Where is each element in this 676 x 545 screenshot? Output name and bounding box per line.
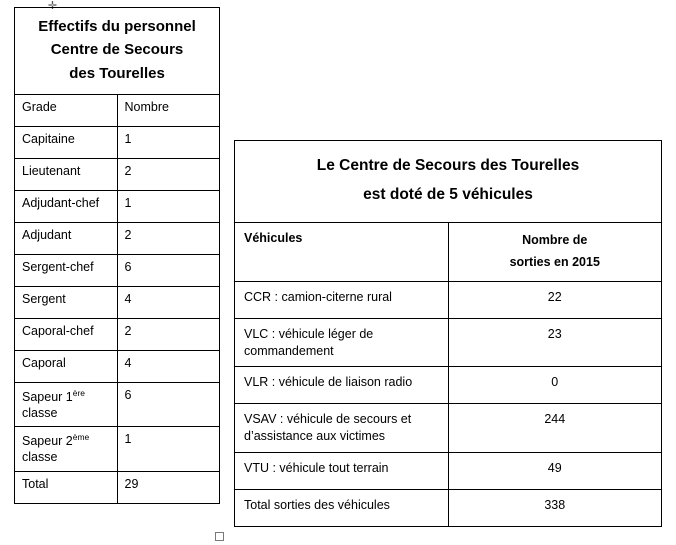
table-row (15, 286, 220, 318)
table-resize-handle[interactable] (215, 532, 224, 541)
personnel-title-row (15, 8, 220, 95)
personnel-nombre-cell: 4 (117, 286, 220, 318)
vehicles-header-count (448, 222, 662, 281)
table-row (235, 404, 662, 453)
vehicle-name-cell: VLC : véhicule léger de commandement (235, 318, 449, 367)
personnel-nombre-cell: 6 (117, 382, 220, 426)
personnel-nombre-cell: 29 (117, 471, 220, 503)
personnel-title-line-1: Effectifs du personnel (38, 18, 196, 35)
table-row-total (15, 471, 220, 503)
personnel-header-nombre: Nombre (117, 94, 220, 126)
personnel-nombre-cell: 4 (117, 350, 220, 382)
vehicle-count-cell: 22 (448, 281, 662, 318)
vehicle-name-cell: Total sorties des véhicules (235, 490, 449, 527)
personnel-grade-cell (15, 427, 118, 471)
personnel-nombre-cell: 1 (117, 190, 220, 222)
table-row (15, 350, 220, 382)
table-row (15, 427, 220, 471)
vehicles-table-body (235, 141, 662, 527)
vehicles-table-container (234, 140, 662, 527)
table-row (15, 254, 220, 286)
personnel-nombre-cell: 6 (117, 254, 220, 286)
grade-ordinal-suffix: ème (72, 432, 90, 443)
vehicle-count-cell: 23 (448, 318, 662, 367)
vehicle-count-cell: 0 (448, 367, 662, 404)
personnel-table-body (15, 8, 220, 504)
vehicle-count-cell: 244 (448, 404, 662, 453)
personnel-grade-cell: Adjudant-chef (15, 190, 118, 222)
table-row (15, 190, 220, 222)
table-move-handle[interactable]: ✛ (47, 0, 58, 12)
vehicle-name-cell: CCR : camion-citerne rural (235, 281, 449, 318)
personnel-nombre-cell: 1 (117, 126, 220, 158)
personnel-nombre-cell: 1 (117, 427, 220, 471)
personnel-table-container (14, 7, 220, 504)
personnel-grade-cell: Caporal-chef (15, 318, 118, 350)
vehicles-table (234, 140, 662, 527)
personnel-grade-cell: Sergent (15, 286, 118, 318)
table-row-total (235, 490, 662, 527)
personnel-title-line-3: des Tourelles (69, 64, 165, 82)
table-row (15, 222, 220, 254)
table-row (235, 281, 662, 318)
vehicle-count-cell: 338 (448, 490, 662, 527)
grade-text: Sapeur 2 (22, 434, 73, 449)
personnel-grade-cell: Adjudant (15, 222, 118, 254)
personnel-grade-cell: Caporal (15, 350, 118, 382)
personnel-title-cell (15, 8, 220, 95)
vehicles-title-cell (235, 141, 662, 223)
grade-text-tail: classe (22, 449, 58, 464)
personnel-grade-cell: Sergent-chef (15, 254, 118, 286)
vehicle-name-cell: VLR : véhicule de liaison radio (235, 367, 449, 404)
personnel-nombre-cell: 2 (117, 158, 220, 190)
vehicle-name-cell: VSAV : véhicule de secours et d’assistance aux victimes (235, 404, 449, 453)
grade-ordinal-suffix: ère (72, 387, 86, 398)
personnel-grade-cell: Total (15, 471, 118, 503)
vehicles-header-vehicles: Véhicules (235, 222, 449, 281)
personnel-header-row (15, 94, 220, 126)
table-row (15, 126, 220, 158)
personnel-grade-cell: Capitaine (15, 126, 118, 158)
table-row (235, 453, 662, 490)
grade-text: Sapeur 1 (22, 389, 73, 404)
personnel-header-grade: Grade (15, 94, 118, 126)
vehicle-name-cell: VTU : véhicule tout terrain (235, 453, 449, 490)
personnel-grade-cell (15, 382, 118, 426)
table-row (15, 158, 220, 190)
vehicles-header-row (235, 222, 662, 281)
table-row (15, 382, 220, 426)
personnel-table (14, 7, 220, 504)
personnel-nombre-cell: 2 (117, 318, 220, 350)
table-row (15, 318, 220, 350)
vehicle-count-cell: 49 (448, 453, 662, 490)
personnel-title-line-2: Centre de Secours (50, 41, 184, 59)
vehicles-title-line-1: Le Centre de Secours des Tourelles (316, 157, 580, 174)
table-row (235, 367, 662, 404)
vehicles-title-line-2: est doté de 5 véhicules (363, 186, 533, 204)
personnel-grade-cell: Lieutenant (15, 158, 118, 190)
vehicles-header-count-line-1: Nombre de (522, 232, 588, 247)
vehicles-header-count-line-2: sorties en 2015 (509, 254, 600, 269)
personnel-nombre-cell: 2 (117, 222, 220, 254)
grade-text-tail: classe (22, 405, 58, 420)
vehicles-title-row (235, 141, 662, 223)
table-row (235, 318, 662, 367)
